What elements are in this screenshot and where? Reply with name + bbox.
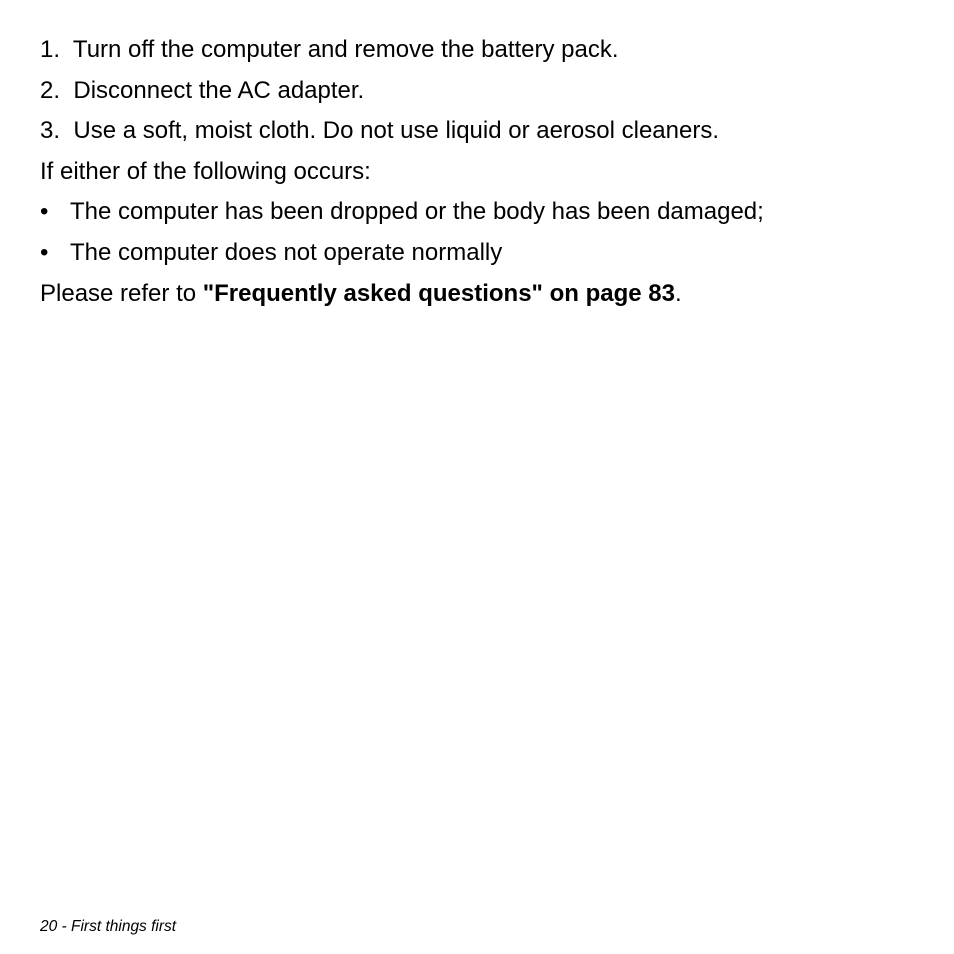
step-3 bbox=[40, 111, 920, 152]
refer-paragraph bbox=[40, 274, 920, 315]
step-2 bbox=[40, 71, 920, 112]
bullet-text: The computer has been dropped or the body has been damaged; bbox=[70, 198, 764, 226]
bullet-item bbox=[40, 233, 920, 274]
bullet-text: The computer does not operate normally bbox=[70, 238, 503, 266]
step-1 bbox=[40, 30, 920, 71]
step-number: 3. bbox=[40, 117, 67, 145]
refer-prefix: Please refer to bbox=[40, 279, 203, 307]
page-footer: 20 - First things first bbox=[40, 918, 177, 935]
step-number: 1. bbox=[40, 36, 67, 63]
page-content bbox=[40, 30, 920, 314]
intro-text: If either of the following occurs: bbox=[40, 157, 371, 185]
refer-suffix: . bbox=[674, 279, 682, 307]
bullet-icon: • bbox=[40, 198, 49, 226]
step-text: Use a soft, moist cloth. Do not use liquid or aerosol cleaners. bbox=[73, 117, 720, 145]
bullet-item bbox=[40, 192, 920, 233]
step-number: 2. bbox=[40, 76, 67, 104]
step-text: Turn off the computer and remove the battery pack. bbox=[72, 36, 619, 63]
step-text: Disconnect the AC adapter. bbox=[73, 76, 365, 104]
faq-link[interactable]: "Frequently asked questions" on page 83 bbox=[202, 279, 675, 307]
bullet-icon: • bbox=[40, 238, 49, 266]
